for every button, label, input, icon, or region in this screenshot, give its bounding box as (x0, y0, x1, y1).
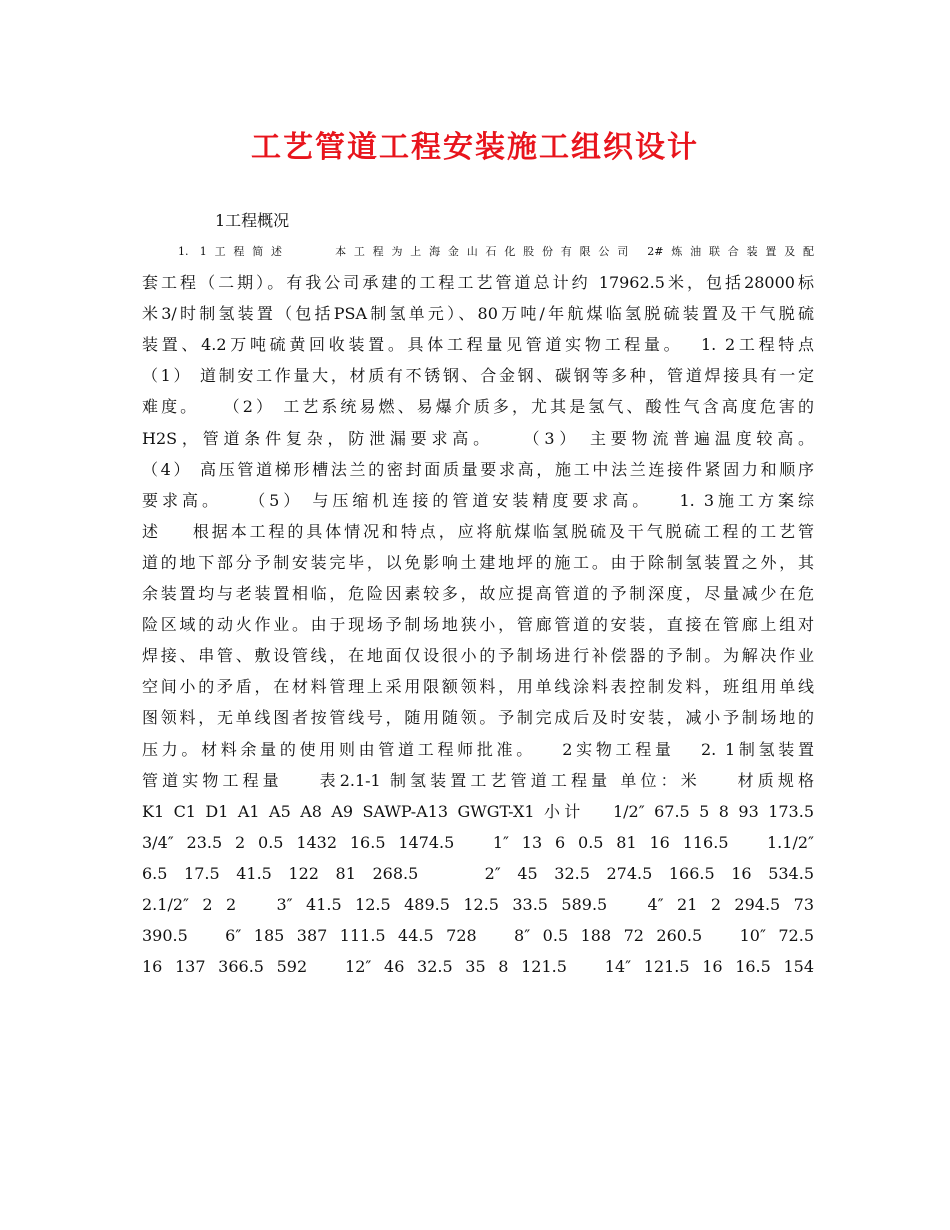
section-heading: 1工程概况 (215, 211, 290, 230)
body-line: 套工程（二期）。有我公司承建的工程工艺管道总计约 17962.5米，包括28000标 (142, 273, 814, 293)
body-line: 焊接、串管、敷设管线，在地面仅设很小的予制场进行补偿器的予制。为解决作业 (142, 646, 814, 666)
body-line: 装置、4.2万吨硫黄回收装置。具体工程量见管道实物工程量。 1. 2工程特点 (142, 335, 814, 355)
body-line: 3/4″ 23.5 2 0.5 1432 16.5 1474.5 1″ 13 6 0.5 81 16 116.5 1.1/2″ (142, 832, 814, 852)
body-line: K1 C1 D1 A1 A5 A8 A9 SAWP-A13 GWGT-X1 小计 1/2″ 67.5 5 8 93 173.5 (142, 801, 814, 821)
body-line: （1） 道制安工作量大，材质有不锈钢、合金钢、碳钢等多种，管道焊接具有一定 (142, 366, 814, 386)
body-line: （4） 高压管道梯形槽法兰的密封面质量要求高，施工中法兰连接件紧固力和顺序 (142, 459, 814, 479)
body-line: H2S，管道条件复杂，防泄漏要求高。 （3） 主要物流普遍温度较高。 (142, 428, 814, 448)
body-line: 空间小的矛盾，在材料管理上采用限额领料，用单线涂料表控制发料，班组用单线 (142, 677, 814, 697)
body-line: 1. 1工程简述 本工程为上海金山石化股份有限公司 2#炼油联合装置及配 (178, 245, 814, 258)
body-line: 难度。 （2） 工艺系统易燃、易爆介质多，尤其是氢气、酸性气含高度危害的 (142, 397, 814, 417)
body-line: 390.5 6″ 185 387 111.5 44.5 728 8″ 0.5 188 72 260.5 10″ 72.5 (142, 926, 814, 946)
body-line: 余装置均与老装置相临，危险因素较多，故应提高管道的予制深度，尽量减少在危 (142, 584, 814, 604)
body-line: 2.1/2″ 2 2 3″ 41.5 12.5 489.5 12.5 33.5 589.5 4″ 21 2 294.5 73 (142, 894, 814, 914)
body-text (142, 236, 814, 982)
body-line: 险区域的动火作业。由于现场予制场地狭小，管廊管道的安装，直接在管廊上组对 (142, 615, 814, 635)
body-line: 米3/时制氢装置（包括PSA制氢单元）、80万吨/年航煤临氢脱硫装置及干气脱硫 (142, 304, 814, 324)
document-title: 工艺管道工程安装施工组织设计 (251, 130, 699, 165)
body-line: 图领料，无单线图者按管线号，随用随领。予制完成后及时安装，减小予制场地的 (142, 708, 814, 728)
body-line: 6.5 17.5 41.5 122 81 268.5 2″ 45 32.5 274.5 166.5 16 534.5 (142, 863, 814, 883)
body-line: 述 根据本工程的具体情况和特点，应将航煤临氢脱硫及干气脱硫工程的工艺管 (142, 521, 814, 541)
body-line: 管道实物工程量 表2.1-1 制氢装置工艺管道工程量 单位：米 材质规格 (142, 770, 814, 790)
body-line: 道的地下部分予制安装完毕，以免影响土建地坪的施工。由于除制氢装置之外，其 (142, 552, 814, 572)
body-line: 压力。材料余量的使用则由管道工程师批准。 2实物工程量 2. 1制氢装置 (142, 739, 814, 759)
body-line: 要求高。 （5） 与压缩机连接的管道安装精度要求高。 1. 3施工方案综 (142, 490, 814, 510)
body-line: 16 137 366.5 592 12″ 46 32.5 35 8 121.5 14″ 121.5 16 16.5 154 (142, 957, 814, 977)
